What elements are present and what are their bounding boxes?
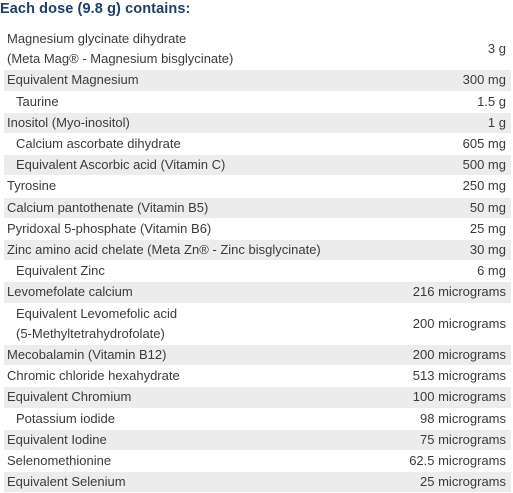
ingredient-name-line: Selenomethionine [7, 453, 112, 469]
ingredient-amount: 98 micrograms [383, 408, 511, 429]
table-row [4, 197, 511, 218]
ingredient-name [4, 134, 383, 155]
ingredient-name [4, 282, 383, 303]
ingredient-name-line: Chromic chloride hexahydrate [7, 368, 180, 384]
ingredient-name-line: Taurine [16, 93, 59, 109]
ingredient-amount: 75 micrograms [383, 429, 511, 450]
ingredient-amount: 216 micrograms [383, 282, 511, 303]
table-row [4, 261, 511, 282]
ingredient-name [4, 472, 383, 493]
ingredient-name [4, 261, 383, 282]
ingredient-amount: 300 mg [383, 70, 511, 91]
ingredient-name-line: Potassium iodide [16, 410, 115, 426]
ingredient-name-line: Zinc amino acid chelate (Meta Zn® - Zinc bisglycinate) [7, 242, 321, 258]
ingredient-amount: 605 mg [383, 134, 511, 155]
table-row [4, 155, 511, 176]
ingredient-amount: 62.5 micrograms [383, 451, 511, 472]
ingredient-name-line: (Meta Mag® - Magnesium bisglycinate) [7, 51, 234, 67]
ingredient-amount: 200 micrograms [383, 345, 511, 366]
ingredient-amount: 25 mg [383, 218, 511, 239]
ingredient-name-line: Levomefolate calcium [7, 284, 133, 300]
ingredient-amount: 250 mg [383, 176, 511, 197]
ingredient-amount: 6 mg [383, 261, 511, 282]
ingredient-name [4, 197, 383, 218]
ingredient-amount: 1.5 g [383, 91, 511, 112]
ingredient-name [4, 429, 383, 450]
table-row [4, 29, 511, 70]
ingredient-name [4, 408, 383, 429]
table-row [4, 345, 511, 366]
ingredient-name-line: Calcium ascorbate dihydrate [16, 136, 181, 152]
ingredient-amount: 100 micrograms [383, 387, 511, 408]
ingredient-amount: 30 mg [383, 240, 511, 261]
ingredient-name-line: Equivalent Ascorbic acid (Vitamin C) [16, 157, 226, 173]
table-row [4, 240, 511, 261]
table-row [4, 176, 511, 197]
table-row [4, 387, 511, 408]
ingredient-name [4, 303, 383, 344]
table-row [4, 134, 511, 155]
page-title: Each dose (9.8 g) contains: [0, 1, 191, 17]
ingredient-amount: 1 g [383, 112, 511, 133]
ingredient-name-line: Equivalent Zinc [16, 263, 105, 279]
table-row [4, 472, 511, 493]
table-row [4, 91, 511, 112]
ingredient-name-line: Equivalent Iodine [7, 431, 107, 447]
ingredient-name [4, 29, 383, 70]
ingredient-name-line: Tyrosine [7, 178, 57, 194]
ingredient-name [4, 366, 383, 387]
table-row [4, 429, 511, 450]
ingredient-name [4, 155, 383, 176]
table-row [4, 282, 511, 303]
ingredients-table-body [4, 29, 511, 493]
ingredient-name-line: Pyridoxal 5-phosphate (Vitamin B6) [7, 220, 212, 236]
ingredient-amount: 513 micrograms [383, 366, 511, 387]
table-row [4, 408, 511, 429]
ingredient-amount: 25 micrograms [383, 472, 511, 493]
ingredient-name [4, 112, 383, 133]
ingredient-name-line: Calcium pantothenate (Vitamin B5) [7, 199, 209, 215]
ingredient-name [4, 218, 383, 239]
ingredient-name [4, 387, 383, 408]
ingredient-name [4, 345, 383, 366]
ingredient-name-line: Equivalent Magnesium [7, 72, 139, 88]
ingredient-name-line: Equivalent Chromium [7, 389, 132, 405]
ingredient-amount: 3 g [383, 29, 511, 70]
ingredient-amount: 500 mg [383, 155, 511, 176]
ingredient-name [4, 70, 383, 91]
ingredient-name [4, 451, 383, 472]
ingredient-name-line: (5-Methyltetrahydrofolate) [16, 325, 165, 341]
table-row [4, 112, 511, 133]
table-row [4, 303, 511, 344]
ingredient-name-line: Magnesium glycinate dihydrate [7, 31, 187, 46]
table-row [4, 218, 511, 239]
ingredient-name-line: Equivalent Levomefolic acid [16, 305, 178, 321]
ingredient-amount: 50 mg [383, 197, 511, 218]
ingredients-table [4, 29, 511, 493]
table-row [4, 451, 511, 472]
ingredient-name-line: Equivalent Selenium [7, 474, 126, 490]
table-row [4, 70, 511, 91]
ingredient-name-line: Mecobalamin (Vitamin B12) [7, 347, 167, 363]
ingredient-name [4, 176, 383, 197]
ingredient-name [4, 91, 383, 112]
ingredient-amount: 200 micrograms [383, 303, 511, 344]
ingredient-name [4, 240, 383, 261]
table-row [4, 366, 511, 387]
ingredient-name-line: Inositol (Myo-inositol) [7, 114, 130, 130]
